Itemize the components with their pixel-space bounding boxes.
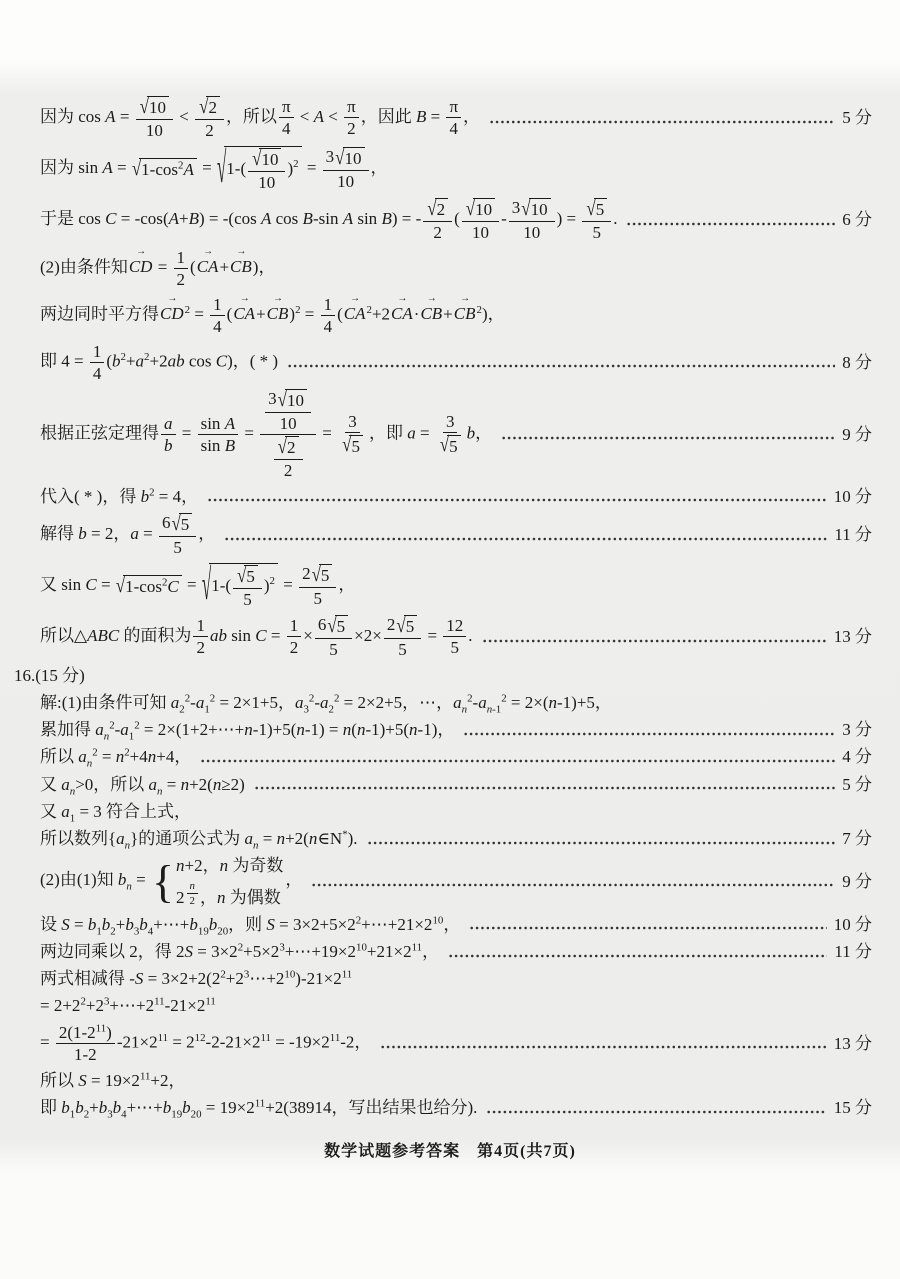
math-expression: 又 sin C = √ $1-\cos^2C$ = √ 1-( √ 5 5 )$^2$ = 2 √ 5 5 ， xyxy=(40,560,356,610)
score-label: 5 分 xyxy=(842,108,872,128)
answer-line xyxy=(40,1097,872,1121)
answer-line xyxy=(40,968,872,989)
score-label: 5 分 xyxy=(842,774,872,794)
dotted-leader xyxy=(626,222,835,226)
score-label: 11 分 xyxy=(834,525,872,545)
score-label: 15 分 xyxy=(833,1097,872,1117)
page-footer xyxy=(0,1138,900,1161)
answer-line xyxy=(40,560,872,610)
vector-arrow: → CB xyxy=(420,293,443,324)
score-label: 8 分 xyxy=(842,352,872,372)
math-expression: (2)由(1)知 $b_n$ = { n+2，n 为奇数 2 $^{\frac{n}{2}}$ ，n 为偶数 ， xyxy=(40,855,303,907)
score-label: 3 分 xyxy=(842,720,872,740)
answer-line xyxy=(40,389,872,480)
vector-arrow: → CA xyxy=(233,293,256,324)
math-expression: 两边同时平方得 → $CD^2$ = $\frac{1}{4}$ ( → CA+ → CB)$^2$ = $\frac{1}{4}$ ( → $CA^2+2$ → CA· → CB+ → $CB^2$)， xyxy=(40,293,505,336)
math-expression: (2)由条件知 → CD = $\frac{1}{2}$ ( → CA+ → CB)， xyxy=(40,246,276,289)
math-expression: 所以△ABC 的面积为 $\frac{1}{2}$ ab sin C = $\frac{1}{2}$ × 6 √ 5 5 ×2× 2 √ 5 5 = $\frac{12}{5}$ . xyxy=(40,613,473,659)
score-label: 9 分 xyxy=(842,871,872,891)
score-label: 9 分 xyxy=(842,424,872,444)
vector-arrow: → CB xyxy=(230,246,252,277)
answer-line xyxy=(40,486,872,507)
math-expression: 所以数列$\{a_n\}$的通项公式为 $a_n$ = n+2(n∈N*). xyxy=(40,828,358,852)
math-expression: = $\frac{2(1-2^{11})}{1-2}$ $-21\times 2^{11} = 2^{12}-2-21\times 2^{11} = -19\times 2^{11}-2$， xyxy=(40,1021,372,1064)
math-expression: 即 $b_1b_2+b_3b_4+\cdots+b_{19}b_{20} = 19\times 2^{11}+2(38914$，写出结果也给分). xyxy=(40,1097,478,1121)
dotted-leader xyxy=(287,364,835,368)
math-expression: 解:(1)由条件可知 $a_2^2-a_1^2 = 2\times 1+5$，$a_3^2-a_2^2 = 2\times 2+5$，⋯，$a_n^2-a_{n-1}^2 = 2\times(n-1)+5$， xyxy=(40,692,612,716)
dotted-leader xyxy=(463,732,835,736)
answer-line xyxy=(40,248,872,289)
score-label: 7 分 xyxy=(842,829,872,849)
answer-line xyxy=(40,96,872,140)
vector-arrow: → CB xyxy=(266,293,289,324)
score-label: 10 分 xyxy=(833,486,872,506)
dotted-leader xyxy=(486,1110,826,1114)
dotted-leader xyxy=(367,841,836,845)
dotted-leader xyxy=(200,759,835,763)
answer-line xyxy=(40,1070,872,1091)
score-label: 13 分 xyxy=(833,626,872,646)
footer-text: 数学试题参考答案 第4页(共7页) xyxy=(324,1143,576,1161)
dotted-leader xyxy=(380,1045,826,1049)
answer-line xyxy=(40,855,872,907)
answer-line xyxy=(40,513,872,557)
dotted-leader xyxy=(501,436,835,440)
math-expression: 代入( * )，得 $b^2 = 4$， xyxy=(40,485,199,506)
dotted-leader xyxy=(224,537,827,541)
dotted-leader xyxy=(207,498,827,502)
math-expression: 即 4 = $\frac{1}{4}$ ($b^2+a^2+2ab$ cos C)，( * ) xyxy=(40,341,279,383)
answer-line xyxy=(40,913,872,938)
answer-line xyxy=(40,295,872,336)
answer-line xyxy=(40,746,872,770)
question-header xyxy=(14,665,872,686)
answer-line xyxy=(40,198,872,242)
math-expression: 所以 $a_n^2 = n^2+4n+4$， xyxy=(40,746,192,770)
answer-line xyxy=(40,1023,872,1064)
vector-arrow: → CB xyxy=(453,293,476,324)
math-expression: 所以 $S = 19\times 2^{11}+2$， xyxy=(40,1070,186,1090)
vector-arrow: → CA xyxy=(391,293,413,324)
vector-arrow: → CA xyxy=(196,246,219,277)
vector-arrow: → CD xyxy=(160,293,184,324)
dotted-leader xyxy=(254,786,835,790)
score-label: 4 分 xyxy=(842,747,872,767)
answer-line xyxy=(40,143,872,193)
score-label: 13 分 xyxy=(833,1033,872,1053)
math-expression: 累加得 $a_n^2-a_1^2$ = 2×(1+2+⋯+n-1)+5(n-1) = n(n-1)+5(n-1)， xyxy=(40,719,455,743)
math-expression: 解得 b = 2，a = 6 √ 5 5 ， xyxy=(40,511,216,557)
answer-line xyxy=(40,342,872,383)
math-expression: 两式相减得 $-S = 3\times 2+2(2^2+2^3\cdots+2^{10})-21\times 2^{11}$ xyxy=(40,968,353,989)
math-expression: 于是 cos C = -cos(A+B) = -(cos A cos B-sin A sin B) = - √ 2 2 ( √ 10 10 - 3 √ 10 10 ) = √ 5 5 . xyxy=(40,196,618,242)
answer-line xyxy=(40,801,872,825)
answer-line xyxy=(40,615,872,659)
dotted-leader xyxy=(482,639,827,643)
math-expression: 又 $a_n>0$，所以 $a_n = n+2(n\ge 2)$ xyxy=(40,774,245,797)
math-expression: 根据正弦定理得 $\frac{a}{b}$ = $\frac{\text{sin A}}{\text{sin B}}$ = 3 √ 10 10 √ 2 2 = 3 √ 5 ，即 a = 3 √ 5 b， xyxy=(40,387,493,480)
answer-line xyxy=(40,774,872,795)
dotted-leader xyxy=(469,926,826,930)
vector-arrow: → CA xyxy=(343,293,366,324)
score-label: 11 分 xyxy=(834,941,872,961)
math-expression: = $2+2^2+2^3+\cdots+2^{11}-21\times 2^{11}$ xyxy=(40,995,216,1016)
math-expression: 设 $S = b_1b_2+b_3b_4+\cdots+b_{19}b_{20}$，则 $S = 3\times 2+5\times 2^2+\cdots+21\times 2^{10}$， xyxy=(40,913,461,938)
math-expression: 两边同乘以 2，得 $2S = 3\times 2^2+5\times 2^3+\cdots+19\times 2^{10}+21\times 2^{11}$， xyxy=(40,941,440,961)
dotted-leader xyxy=(311,883,835,887)
answer-line xyxy=(40,941,872,962)
answer-line xyxy=(40,719,872,743)
score-label: 10 分 xyxy=(833,914,872,934)
score-label: 6 分 xyxy=(842,210,872,230)
vector-arrow: → CD xyxy=(128,246,153,277)
math-expression: 又 $a_1 = 3$ 符合上式， xyxy=(40,801,192,825)
answer-line xyxy=(40,692,872,716)
answer-line xyxy=(40,995,872,1016)
dotted-leader xyxy=(489,120,835,124)
math-expression: 因为 sin A = √ $1-\cos^2A$ = √ 1-( √ 10 10 )$^2$ = 3 √ 10 10 ， xyxy=(40,143,388,193)
answer-line xyxy=(40,828,872,852)
math-expression: 因为 cos A = √ 10 10 < √ 2 2 ，所以 $\frac{\pi}{4}$ < A < $\frac{\pi}{2}$ ，因此 B = $\frac{\pi}{4}$ ， xyxy=(40,94,481,140)
dotted-leader xyxy=(448,954,827,958)
math-expression: 16.(15 分) xyxy=(14,665,85,685)
